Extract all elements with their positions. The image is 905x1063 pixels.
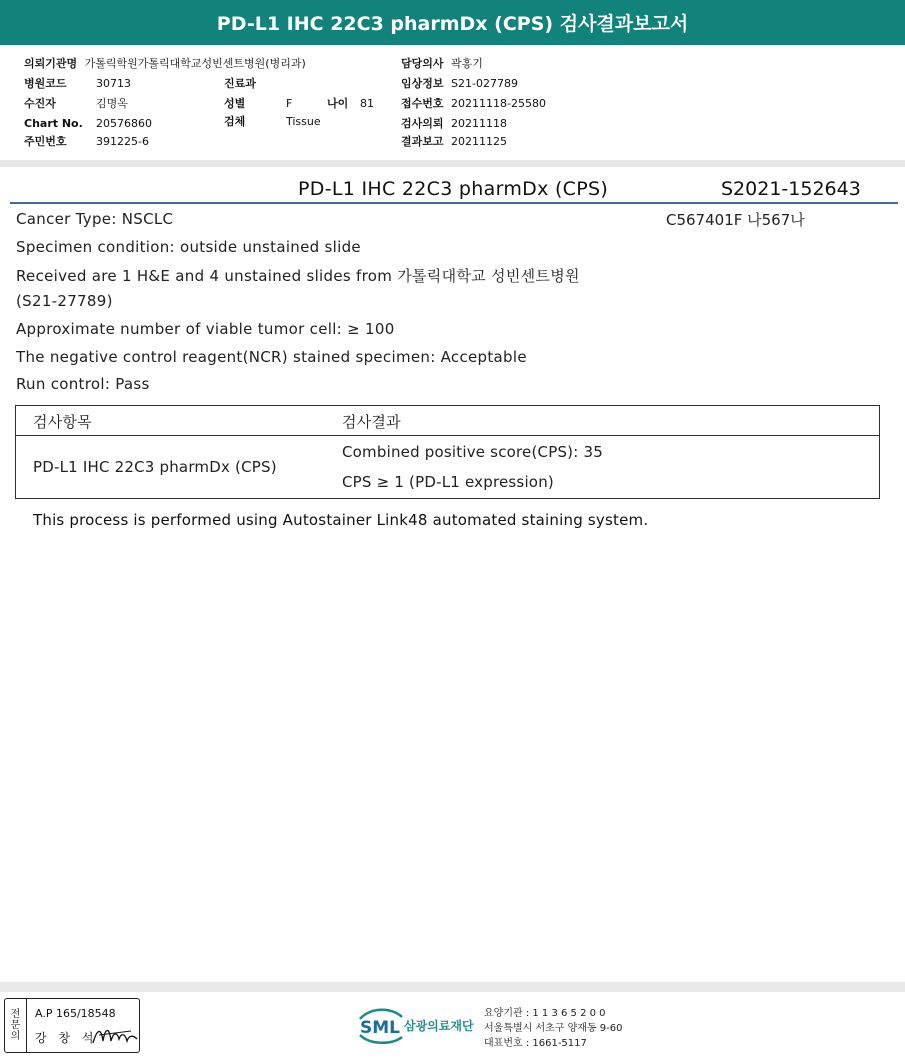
org-name: 삼광의료재단: [404, 1019, 474, 1033]
receipt-row: [401, 97, 546, 111]
section-divider: [0, 160, 905, 167]
request-value: 20211118: [451, 117, 508, 130]
received-line: Received are 1 H&E and 4 unstained slides from 가톨릭대학교 성빈센트병원: [16, 267, 580, 285]
org-code: 요양기관 : 1 1 3 6 5 2 0 0: [484, 1008, 606, 1019]
resident-value: 391225-6: [96, 135, 149, 148]
tumor-cell-line: Approximate number of viable tumor cell: ≥ 100: [16, 320, 395, 338]
age-label-wrap: [327, 97, 348, 111]
report-header-title: PD-L1 IHC 22C3 pharmDx (CPS) 검사결과보고서: [216, 13, 689, 35]
institution-label: 의뢰기관명: [24, 57, 78, 70]
doctor-value: 곽홍기: [451, 57, 483, 70]
dept-label: 진료과: [224, 77, 256, 90]
specialist-label: [5, 999, 27, 1052]
cps-score: Combined positive score(CPS): 35: [342, 443, 603, 461]
cancer-type-line: Cancer Type: NSCLC: [16, 210, 174, 228]
hospital-code-row: [24, 77, 67, 91]
receipt-label: 접수번호: [401, 97, 444, 110]
signature-box: [4, 998, 140, 1053]
sex-label-wrap: [224, 97, 245, 111]
dept-row: [224, 77, 256, 91]
clinical-value: S21-027789: [451, 77, 518, 90]
org-phone: 대표번호 : 1661-5117: [484, 1038, 587, 1049]
receiver-label-wrap: [24, 97, 56, 111]
hospital-code-label: 병원코드: [24, 77, 67, 90]
institution-row: [24, 57, 306, 71]
signature-icon: [91, 1021, 139, 1049]
title-rule: [10, 202, 898, 204]
report-title-bar: [0, 0, 905, 45]
specimen-value: Tissue: [286, 115, 321, 128]
org-address: 서울특별시 서초구 양재동 9-60: [484, 1023, 623, 1034]
report-date-label: 결과보고: [401, 135, 444, 148]
report-date-row: [401, 135, 507, 149]
col-result-header: 검사결과: [342, 413, 401, 431]
request-row: [401, 117, 507, 131]
case-number-line: (S21-27789): [16, 292, 113, 310]
logo-text: SML: [360, 1018, 400, 1038]
receiver-label: 수진자: [24, 97, 56, 110]
request-label: 검사의뢰: [401, 117, 444, 130]
result-table-header: [16, 406, 879, 436]
footer-divider: [0, 982, 905, 992]
sex-value: F: [286, 97, 293, 110]
report-date-value: 20211125: [451, 135, 508, 148]
specialist-char-1: 전: [10, 1009, 21, 1020]
resident-label: 주민번호: [24, 135, 67, 148]
age-value: 81: [360, 97, 374, 110]
receiver-value: 김명옥: [96, 97, 128, 110]
specimen-label: 검체: [224, 115, 246, 128]
pathologist-name: 강 창 석: [35, 1031, 98, 1045]
negative-control-line: The negative control reagent(NCR) stained specimen: Acceptable: [16, 348, 527, 366]
hospital-code-value: 30713: [96, 77, 131, 90]
doctor-row: [401, 57, 483, 71]
test-item: PD-L1 IHC 22C3 pharmDx (CPS): [33, 458, 277, 476]
cps-interpretation: CPS ≥ 1 (PD-L1 expression): [342, 473, 554, 491]
chart-label-wrap: [24, 117, 83, 131]
doctor-label: 담당의사: [401, 57, 444, 70]
license-number: A.P 165/18548: [35, 1007, 116, 1020]
run-control-line: Run control: Pass: [16, 375, 150, 393]
result-table: [15, 405, 880, 499]
institution-value: 가톨릭학원가톨릭대학교성빈센트병원(병리과): [84, 57, 306, 70]
report-number: S2021-152643: [721, 178, 861, 200]
specimen-condition-line: Specimen condition: outside unstained slide: [16, 238, 361, 256]
resident-label-wrap: [24, 135, 67, 149]
clinical-label: 임상정보: [401, 77, 444, 90]
chart-value: 20576860: [96, 117, 152, 130]
age-label: 나이: [327, 97, 349, 110]
receipt-value: 20211118-25580: [451, 97, 546, 110]
clinical-row: [401, 77, 518, 91]
org-info: [484, 1006, 623, 1051]
chart-label: Chart No.: [24, 117, 83, 130]
specimen-code: C567401F 나567나: [666, 211, 805, 229]
process-footnote: This process is performed using Autostainer Link48 automated staining system.: [33, 511, 649, 529]
specialist-char-2: 문: [10, 1020, 21, 1031]
sex-label: 성별: [224, 97, 246, 110]
specimen-label-wrap: [224, 115, 245, 129]
specialist-char-3: 의: [10, 1031, 21, 1042]
report-title: PD-L1 IHC 22C3 pharmDx (CPS): [298, 178, 609, 200]
col-item-header: 검사항목: [33, 413, 92, 431]
